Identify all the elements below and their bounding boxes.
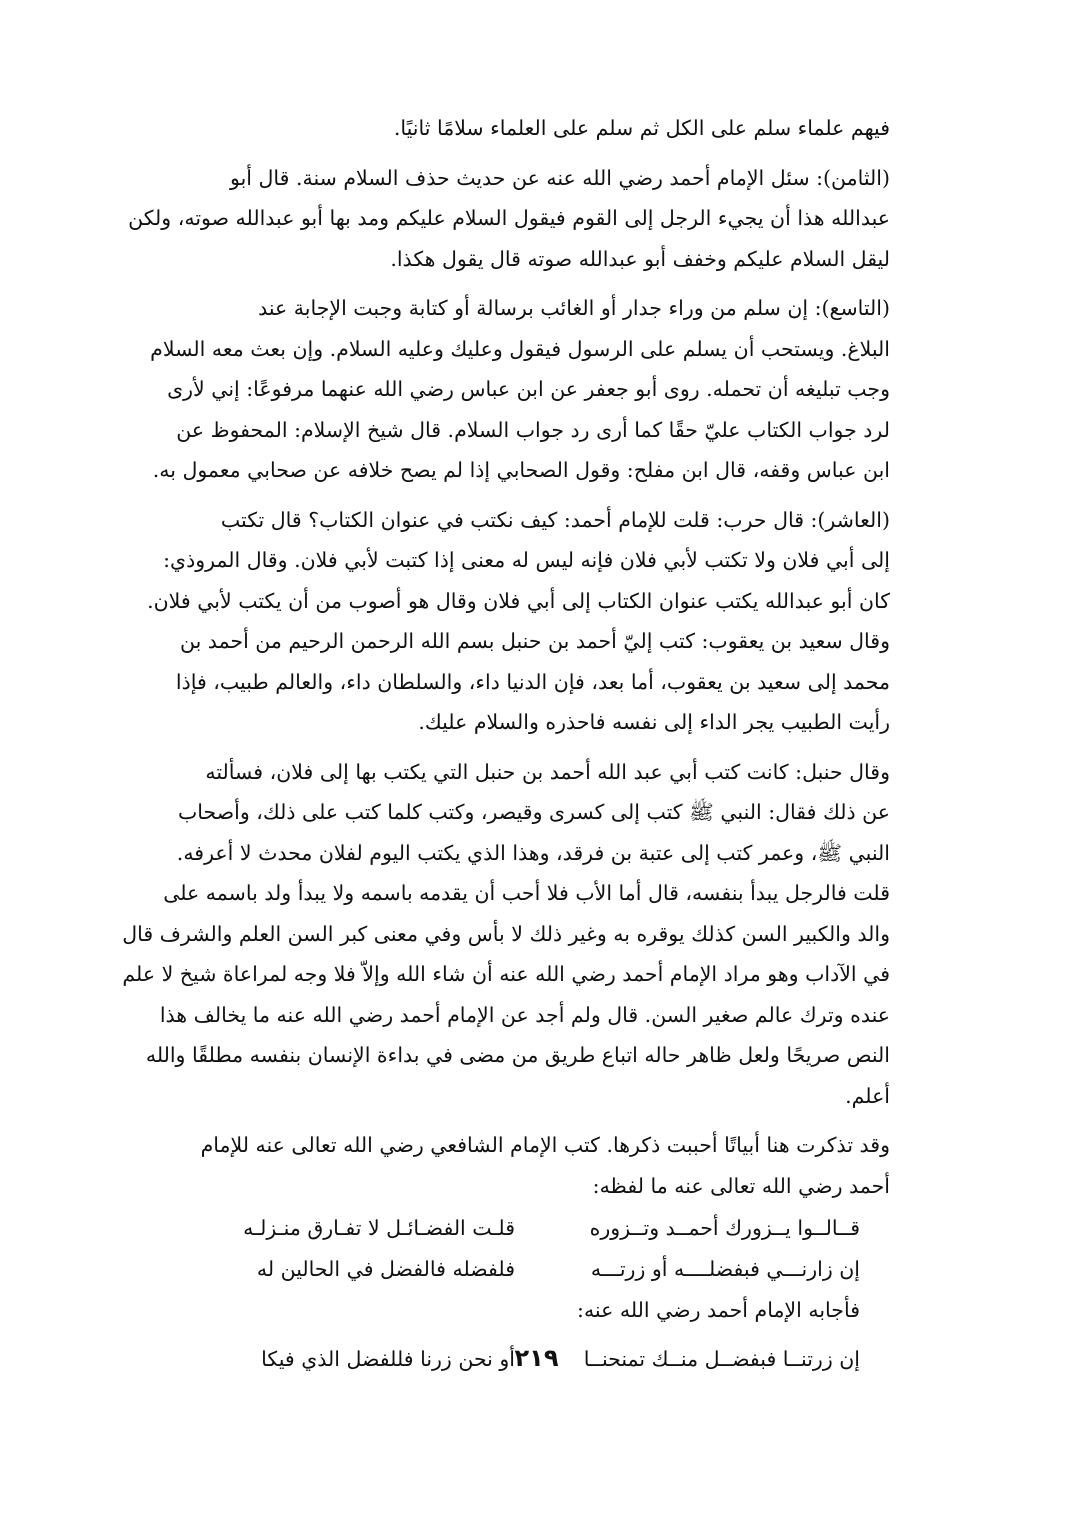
text-line: قلت فالرجل يبدأ بنفسه، قال أما الأب فلا أحب أن يقدمه باسمه ولا يبدأ ولد باسمه على [163, 881, 890, 905]
poem-verse [170, 1208, 860, 1249]
text-line: فيهم علماء سلم على الكل ثم سلم على العلماء سلامًا ثانيًا. [393, 116, 890, 140]
reply-intro: فأجابه الإمام أحمد رضي الله عنه: [577, 1298, 860, 1322]
text-line: وقال سعيد بن يعقوب: كتب إليّ أحمد بن حنبل بسم الله الرحمن الرحيم من أحمد بن [179, 629, 890, 653]
text-line: (التاسع): إن سلم من وراء جدار أو الغائب برسالة أو كتابة وجبت الإجابة عند [258, 296, 890, 320]
verse-first-hemistich: إن زارنـــي فبفضلــــه أو زرتـــه [590, 1257, 860, 1281]
page-body [122, 108, 890, 1380]
verse-first-hemistich: قــالــوا يــزورك أحمــد وتــزوره [589, 1216, 860, 1240]
text-line: أعلم. [845, 1083, 890, 1108]
text-line: (العاشر): قال حرب: قلت للإمام أحمد: كيف نكتب في عنوان الكتاب؟ قال تكتب [220, 507, 890, 532]
page-number: ٢١٩ [514, 1344, 559, 1372]
text-line: عن ذلك فقال: النبي ﷺ كتب إلى كسرى وقيصر، وكتب كلما كتب على ذلك، وأصحاب [177, 800, 890, 824]
text-line: (الثامن): سئل الإمام أحمد رضي الله عنه عن حديث حذف السلام سنة. قال أبو [229, 165, 890, 190]
text-line: البلاغ. ويستحب أن يسلم على الرسول فيقول وعليك وعليه السلام. وإن بعث معه السلام [150, 336, 890, 361]
paragraph-hanbal [122, 752, 890, 1117]
text-line: ليقل السلام عليكم وخفف أبو عبدالله صوته قال يقول هكذا. [390, 246, 890, 271]
paragraph-ninth [150, 288, 890, 491]
poem-verse [170, 1249, 860, 1290]
verse-second-hemistich: فلفضله فالفضل في الحالين له [256, 1257, 515, 1281]
text-line: إلى أبي فلان ولا تكتب لأبي فلان فإنه ليس له معنى إذا كتبت لأبي فلان. وقال المروذي: [163, 548, 890, 572]
text-line: كان أبو عبدالله يكتب عنوان الكتاب إلى أبي فلان وقال هو أصوب من أن يكتب لأبي فلان. [147, 588, 890, 613]
text-line: عنده وترك عالم صغير السن. قال ولم أجد عن الإمام أحمد رضي الله عنه ما يخالف هذا [159, 1002, 890, 1027]
paragraph-verses-intro [160, 1125, 890, 1206]
text-line: وجب تبليغه أن تحمله. روى أبو جعفر عن ابن عباس رضي الله عنهما مرفوعًا: إني لأرى [167, 377, 890, 401]
paragraph-intro [160, 108, 890, 149]
text-line: وقد تذكرت هنا أبياتًا أحببت ذكرها. كتب الإمام الشافعي رضي الله تعالى عنه للإمام [200, 1133, 890, 1157]
paragraph-tenth [147, 500, 890, 743]
text-line: في الآداب وهو مراد الإمام أحمد رضي الله عنه أن شاء الله وإلاّ فلا وجه لمراعاة شيخ لا علم [122, 962, 890, 986]
text-line: أحمد رضي الله تعالى عنه ما لفظه: [592, 1173, 890, 1198]
verse-second-hemistich: قلـت الفضـائـل لا تفـارق منـزلـه [243, 1216, 515, 1240]
verse-second-hemistich: أو نحن زرنا فللفضل الذي فيكا [261, 1347, 515, 1371]
text-line: النص صريحًا ولعل ظاهر حاله اتباع طريق من مضى في بداءة الإنسان بنفسه مطلقًا والله [145, 1043, 890, 1067]
text-line: والد والكبير السن كذلك يوقره به وغير ذلك لا بأس وفي معنى كبر السن العلم والشرف قال [122, 921, 890, 946]
text-line: عبدالله هذا أن يجيء الرجل إلى القوم فيقول السلام عليكم ومد بها أبو عبدالله صوته، ولكن [128, 206, 890, 230]
text-line: لرد جواب الكتاب عليّ حقًا كما أرى رد جواب السلام. قال شيخ الإسلام: المحفوظ عن [176, 417, 890, 442]
verse-first-hemistich: إن زرتنــا فبفضــل منــك تمنحنــا [583, 1347, 860, 1371]
text-line: النبي ﷺ، وعمر كتب إلى عتبة بن فرقد، وهذا الذي يكتب اليوم لفلان محدث لا أعرفه. [176, 840, 890, 865]
text-line: وقال حنبل: كانت كتب أبي عبد الله أحمد بن حنبل التي يكتب بها إلى فلان، فسألته [205, 759, 890, 784]
text-line: ابن عباس وقفه، قال ابن مفلح: وقول الصحابي إذا لم يصح خلافه عن صحابي معمول به. [152, 458, 890, 482]
paragraph-eighth [128, 158, 890, 280]
text-line: محمد إلى سعيد بن يعقوب، أما بعد، فإن الدنيا داء، والسلطان داء، والعالم طبيب، فإذا [175, 669, 890, 694]
text-line: رأيت الطبيب يجر الداء إلى نفسه فاحذره والسلام عليك. [418, 710, 890, 734]
